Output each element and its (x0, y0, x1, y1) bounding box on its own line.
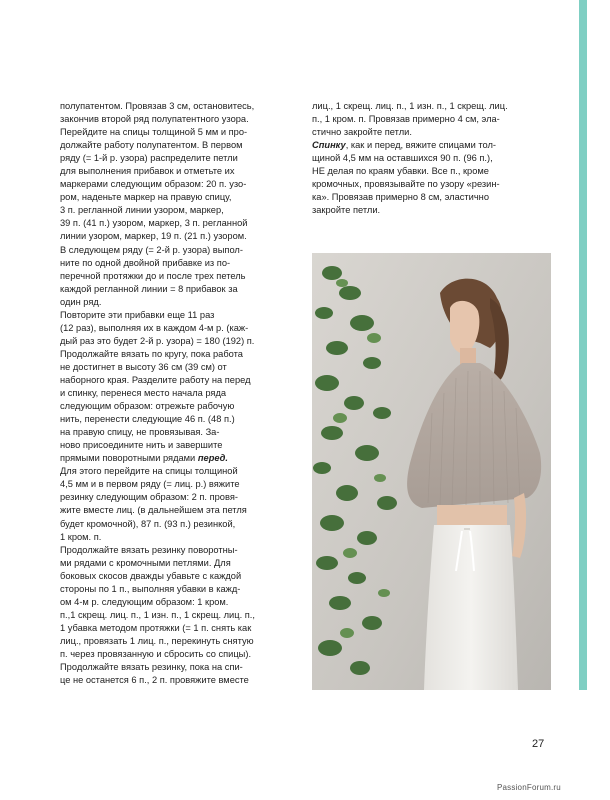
watermark: PassionForum.ru (497, 783, 561, 792)
paragraph-5: лиц., 1 скрещ. лиц. п., 1 изн. п., 1 скрещ. лиц. п., 1 кром. п. Провязав примерно 4 см, эла- стично закройте петли. (312, 101, 508, 138)
section-heading-front: перед. (197, 453, 228, 464)
paragraph-6-text: , как и перед, вяжите спицами тол- щиной 4,5 мм на оставшихся 90 п. (96 п.), НЕ делая по краям убавки. Все п., кроме кромочных, провязывайте по узору «резин- ка». Провязав примерно 8 см, эластично закройте петли. (312, 140, 500, 216)
paragraph-3: Для этого перейдите на спицы толщиной 4,5 мм и в первом ряду (= лиц. р.) вяжите резинку следующим образом: 2 п. провя- жите вместе лиц. (в дальнейшем эта петля будет кромочной), 87 п. (93 п.) резинкой, 1 кром. п. (60, 466, 247, 542)
paragraph-2 (60, 309, 292, 466)
paragraph-6 (312, 139, 530, 217)
paragraph-4: Продолжайте вязать резинку поворотны- ми рядами с кромочными петлями. Для боковых скосов дважды убавьте с каждой стороны по 1 п., выполняя убавки в кажд- ом 4-м р. следующим образом: 1 кром. п.,1 скрещ. лиц. п., 1 изн. п., 1 скрещ. лиц. п., 1 убавка методом протяжки (= 1 п. снять как лиц., провязать 1 лиц. п., перекинуть снятую п. через провязанную и сбросить со спицы). Продолжайте вязать резинку, пока на спи- це не останется 6 п., 2 п. провяжите вместе (60, 544, 255, 686)
left-text-column (60, 100, 292, 687)
right-text-column (312, 100, 530, 217)
paragraph-1: полупатентом. Провязав 3 см, остановитесь, закончив второй ряд полупатентного узора. Перейдите на спицы толщиной 5 мм и про- должайте работу полупатентом. В первом ряду (= 1-й р. узора) распределите петли для выполнения прибавок и отметьте их маркерами следующим образом: 20 п. узо- ром, наденьте маркер на правую спицу, 3 п. регланной линии узором, маркер, 39 п. (41 п.) узором, маркер, 3 п. регланной линии узором, маркер, 19 п. (21 п.) узором. В следующем ряду (= 2-й р. узора) выпол- ните по одной двойной прибавке из по- перечной протяжки до и после трех петель каждой регланной линии = 8 прибавок за один ряд. (60, 101, 255, 307)
page-number: 27 (532, 738, 545, 750)
accent-side-bar (579, 0, 587, 690)
model-photo (312, 253, 551, 690)
model-photo-illustration (312, 253, 551, 690)
paragraph-2-text: Повторите эти прибавки еще 11 раз (12 раз), выполняя их в каждом 4-м р. (каж- дый раз это будет 2-й р. узора) = 180 (192) п. Продолжайте вязать по кругу, пока работа не достигнет в высоту 36 см (39 см) от наборного края. Разделите работу на перед и спинку, перенеся место начала ряда следующим образом: отрежьте рабочую нить, перенести следующие 46 п. (48 п.) на правую спицу, не провязывая. За- ново присоедините нить и завершите прямыми поворотными рядами (60, 309, 255, 464)
section-heading-back: Спинку (312, 140, 346, 151)
